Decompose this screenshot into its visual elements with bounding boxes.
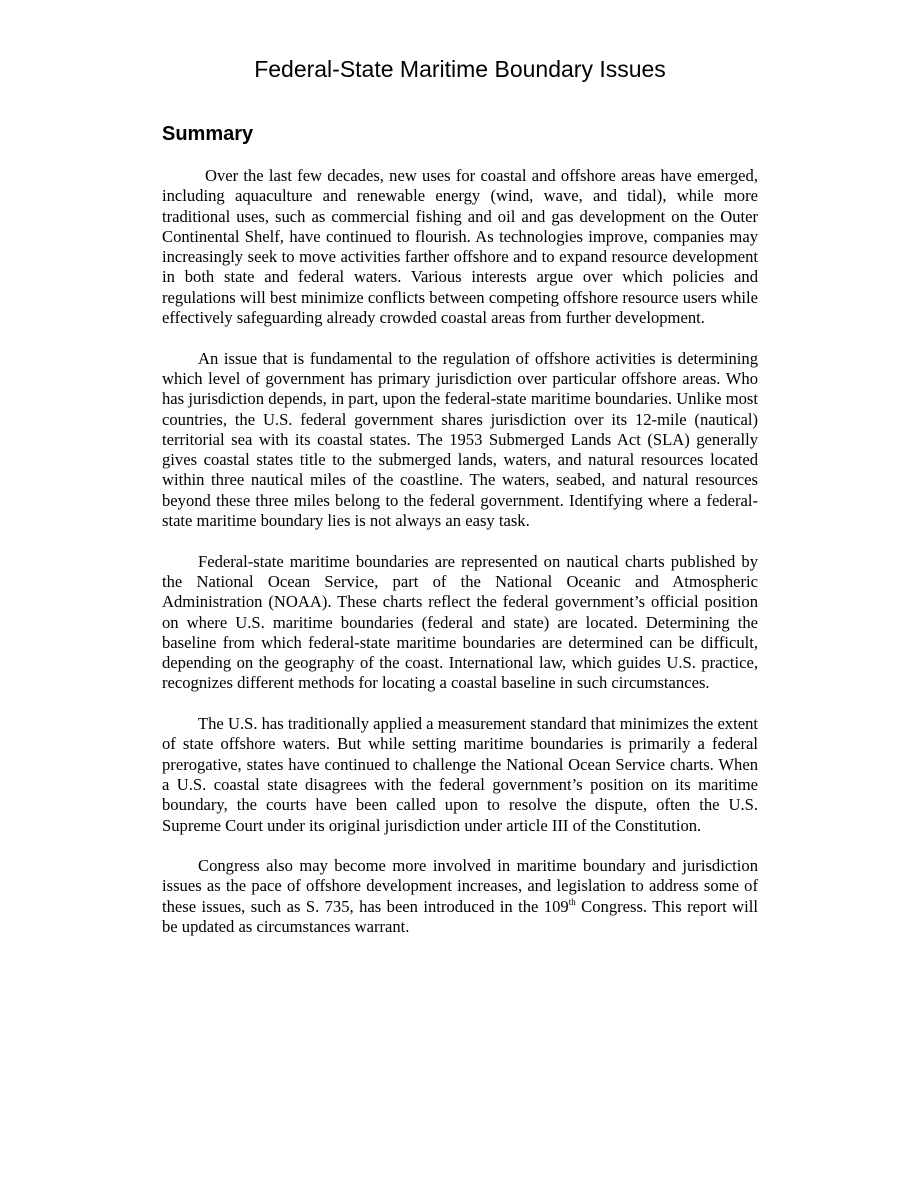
paragraph-5	[162, 856, 758, 937]
paragraph-4: The U.S. has traditionally applied a measurement standard that minimizes the extent of state offshore waters. But while setting maritime boundaries is primarily a federal prerogative, states have continued to challenge the National Ocean Service charts. When a U.S. coastal state disagrees with the federal government’s position on its maritime boundary, the courts have been called upon to resolve the dispute, often the U.S. Supreme Court under its original jurisdiction under article III of the Constitution.	[162, 714, 758, 835]
paragraph-1: Over the last few decades, new uses for coastal and offshore areas have emerged, including aquaculture and renewable energy (wind, wave, and tidal), while more traditional uses, such as commercial fishing and oil and gas development on the Outer Continental Shelf, have continued to flourish. As technologies improve, companies may increasingly seek to move activities farther offshore and to expand resource development in both state and federal waters. Various interests argue over which policies and regulations will best minimize conflicts between competing offshore resource users while effectively safeguarding already crowded coastal areas from further development.	[162, 166, 758, 328]
ordinal-superscript: th	[568, 896, 576, 907]
summary-body	[162, 166, 758, 958]
section-heading-summary: Summary	[162, 123, 254, 145]
document-title: Federal-State Maritime Boundary Issues	[254, 56, 666, 82]
paragraph-3: Federal-state maritime boundaries are represented on nautical charts published by the National Ocean Service, part of the National Oceanic and Atmospheric Administration (NOAA). These charts reflect the federal government’s official position on where U.S. maritime boundaries (federal and state) are located. Determining the baseline from which federal-state maritime boundaries are determined can be difficult, depending on the geography of the coast. International law, which guides U.S. practice, recognizes different methods for locating a coastal baseline in such circumstances.	[162, 551, 758, 693]
paragraph-2: An issue that is fundamental to the regulation of offshore activities is determining which level of government has primary jurisdiction over particular offshore areas. Who has jurisdiction depends, in part, upon the federal-state maritime boundaries. Unlike most countries, the U.S. federal government shares jurisdiction over its 12-mile (nautical) territorial sea with its coastal states. The 1953 Submerged Lands Act (SLA) generally gives coastal states title to the submerged lands, waters, and natural resources located within three nautical miles of the coastline. The waters, seabed, and natural resources beyond these three miles belong to the federal government. Identifying where a federal-state maritime boundary lies is not always an easy task.	[162, 348, 758, 531]
paragraph-5-text-end: Congress. This report will be updated as circumstances warrant.	[162, 896, 758, 936]
paragraph-5-text: Congress also may become more involved in maritime boundary and jurisdiction issues as the pace of offshore development increases, and legislation to address some of these issues, such as S. 735, has been introduced in the 109	[162, 856, 758, 916]
